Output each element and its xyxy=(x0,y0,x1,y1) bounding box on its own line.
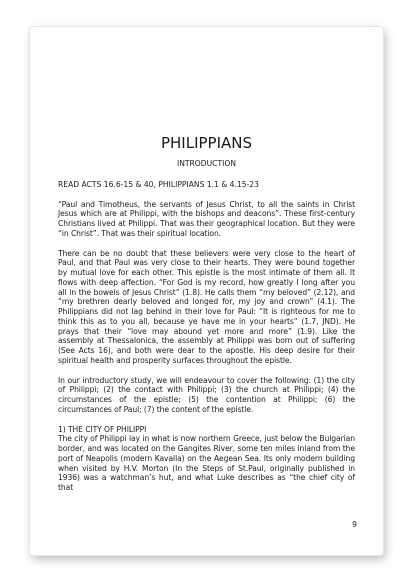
section-heading: 1) THE CITY OF PHILIPPI xyxy=(58,424,147,434)
paragraph-intro: “Paul and Timotheus, the servants of Jesus Christ, to all the saints in Christ Jesus which are at Philippi, with the bishops and deacons”. These first-century Christians lived at Philippi. That was their geographical location. But they were “in Christ”. That was their spiritual location. xyxy=(58,199,355,238)
page-title: PHILIPPIANS xyxy=(160,134,253,152)
scripture-reading: READ ACTS 16.6-15 & 40, PHILIPPIANS 1.1 & 4.15-23 xyxy=(58,179,259,189)
page-number: 9 xyxy=(352,520,357,529)
page-subtitle: INTRODUCTION xyxy=(176,159,237,168)
page-content xyxy=(58,134,355,503)
paragraph-outline: In our introductory study, we will endeavour to cover the following: (1) the city of Philippi; (2) the contact with Philippi; (3) the church at Philippi; (4) the circumstances of the epistle; (5) the contention at Philippi; (6) the circumstances of Paul; (7) the content of the epistle. xyxy=(58,375,355,414)
paragraph-city: The city of Philippi lay in what is now northern Greece, just below the Bulgarian border, and was located on the Gangites River, some ten miles inland from the port of Neapolis (modern Kavalla) on the Aegean Sea. Its only modern building when visited by H.V. Morton (In the Steps of St.Paul, originally published in 1936) was a watchman’s hut, and what Luke describes as “the chief city of that xyxy=(58,434,355,492)
book-page xyxy=(30,27,383,555)
paragraph-affection: There can be no doubt that these believers were very close to the heart of Paul, and that Paul was very close to their hearts. They were bound together by mutual love for each other. This epistle is the most intimate of them all. It flows with deep affection. “For God is my record, how greatly I long after you all in the bowels of Jesus Christ” (1.8). He calls them “my beloved” (2.12), and “my brethren dearly beloved and longed for, my joy and crown” (4.1). The Philippians did not lag behind in their love for Paul: “It is righteous for me to think this as to you all, because ye have me in your hearts” (1.7, JND). He prays that their “love may abound yet more and more” (1.9). Like the assembly at Thessalonica, the assembly at Philippi was born out of suffering (See Acts 16), and both were dear to the apostle. His deep desire for their spiritual health and prosperity surfaces throughout the epistle. xyxy=(58,248,355,365)
